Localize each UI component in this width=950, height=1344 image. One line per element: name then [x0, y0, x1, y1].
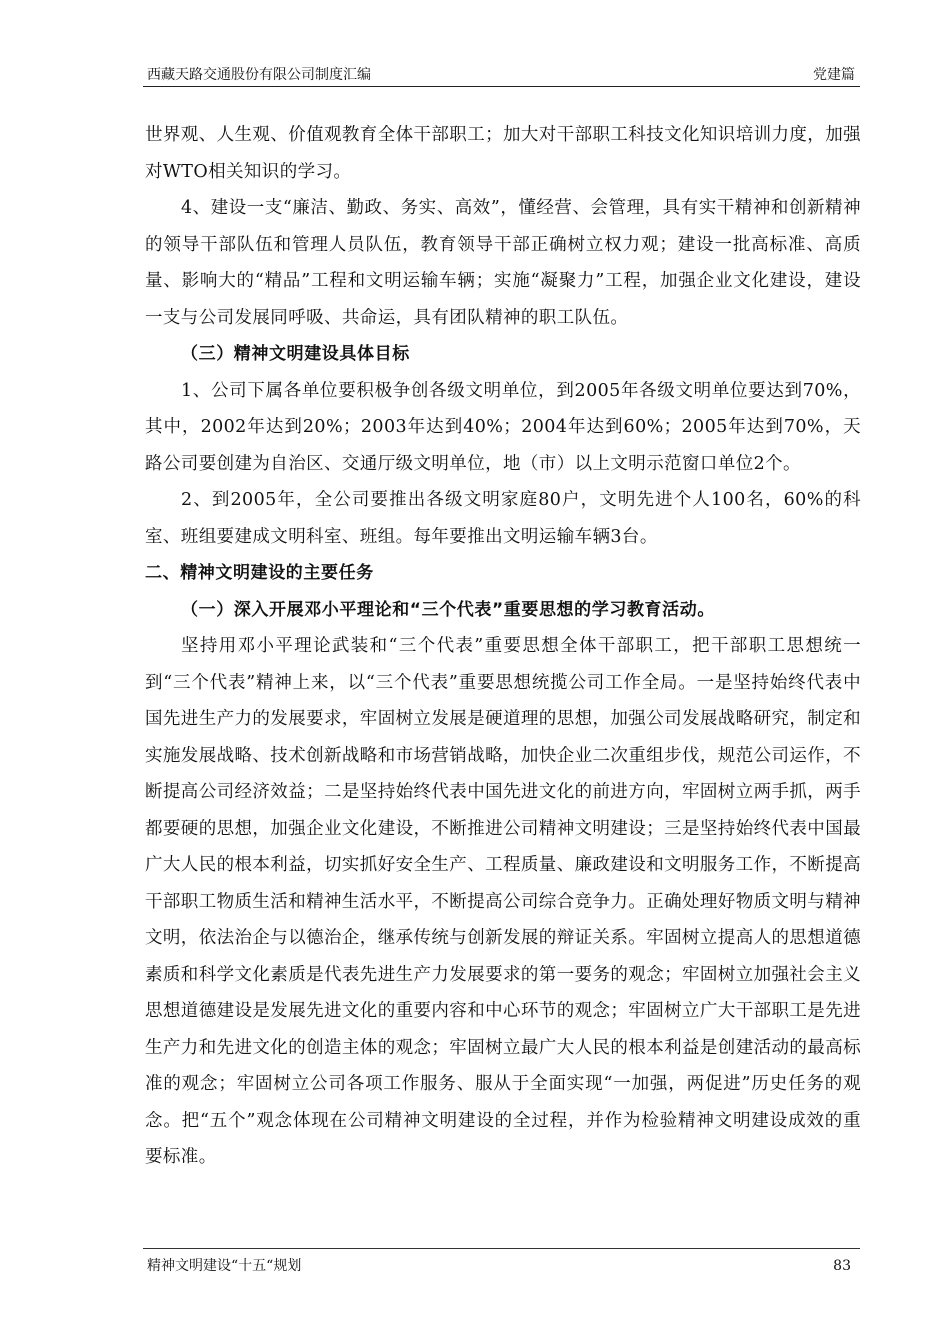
heading-specific-goals: （三）精神文明建设具体目标 — [181, 344, 410, 364]
page-body — [145, 117, 861, 1176]
footer-title: 精神文明建设“十五“规划 — [147, 1258, 302, 1274]
heading-study-activities: （一）深入开展邓小平理论和“三个代表”重要思想的学习教育活动。 — [181, 599, 715, 620]
paragraph-4: 2、到2005年，全公司要推出各级文明家庭80户，文明先进个人100名，60%的科室、班组要建成文明科室、班组。每年要推出文明运输车辆3台。 — [145, 490, 861, 547]
page-number: 83 — [833, 1258, 851, 1274]
header-title: 西藏天路交通股份有限公司制度汇编 — [147, 67, 371, 83]
paragraph-1: 世界观、人生观、价值观教育全体干部职工；加大对干部职工科技文化知识培训力度，加强对WTO相关知识的学习。 — [145, 125, 861, 182]
header-section: 党建篇 — [813, 67, 855, 83]
paragraph-2: 4、建设一支“廉洁、勤政、务实、高效”，懂经营、会管理，具有实干精神和创新精神的领导干部队伍和管理人员队伍，教育领导干部正确树立权力观；建设一批高标准、高质量、影响大的“精品”工程和文明运输车辆；实施“凝聚力”工程，加强企业文化建设，建设一支与公司发展同呼吸、共命运，具有团队精神的职工队伍。 — [145, 198, 861, 328]
page-footer — [143, 1255, 857, 1277]
paragraph-5: 坚持用邓小平理论武装和“三个代表”重要思想全体干部职工，把干部职工思想统一到“三个代表”精神上来，以“三个代表”重要思想统揽公司工作全局。一是坚持始终代表中国先进生产力的发展要求，牢固树立发展是硬道理的思想，加强公司发展战略研究，制定和实施发展战略、技术创新战略和市场营销战略，加快企业二次重组步伐，规范公司运作，不断提高公司经济效益；二是坚持始终代表中国先进文化的前进方向，牢固树立两手抓，两手都要硬的思想，加强企业文化建设，不断推进公司精神文明建设；三是坚持始终代表中国最广大人民的根本利益，切实抓好安全生产、工程质量、廉政建设和文明服务工作，不断提高干部职工物质生活和精神生活水平，不断提高公司综合竞争力。正确处理好物质文明与精神文明，依法治企与以德治企，继承传统与创新发展的辩证关系。牢固树立提高人的思想道德素质和科学文化素质是代表先进生产力发展要求的第一要务的观念；牢固树立加强社会主义思想道德建设是发展先进文化的重要内容和中心环节的观念；牢固树立广大干部职工是先进生产力和先进文化的创造主体的观念；牢固树立最广大人民的根本利益是创建活动的最高标准的观念；牢固树立公司各项工作服务、服从于全面实现“一加强，两促进”历史任务的观念。把“五个”观念体现在公司精神文明建设的全过程，并作为检验精神文明建设成效的重要标准。 — [145, 636, 861, 1167]
footer-rule — [143, 1248, 860, 1249]
paragraph-3: 1、公司下属各单位要积极争创各级文明单位，到2005年各级文明单位要达到70%，其中，2002年达到20%；2003年达到40%；2004年达到60%；2005年达到70%，天路公司要创建为自治区、交通厅级文明单位，地（市）以上文明示范窗口单位2个。 — [145, 380, 861, 474]
heading-main-tasks: 二、精神文明建设的主要任务 — [145, 563, 374, 583]
page-header — [143, 64, 857, 86]
header-rule — [143, 86, 860, 87]
